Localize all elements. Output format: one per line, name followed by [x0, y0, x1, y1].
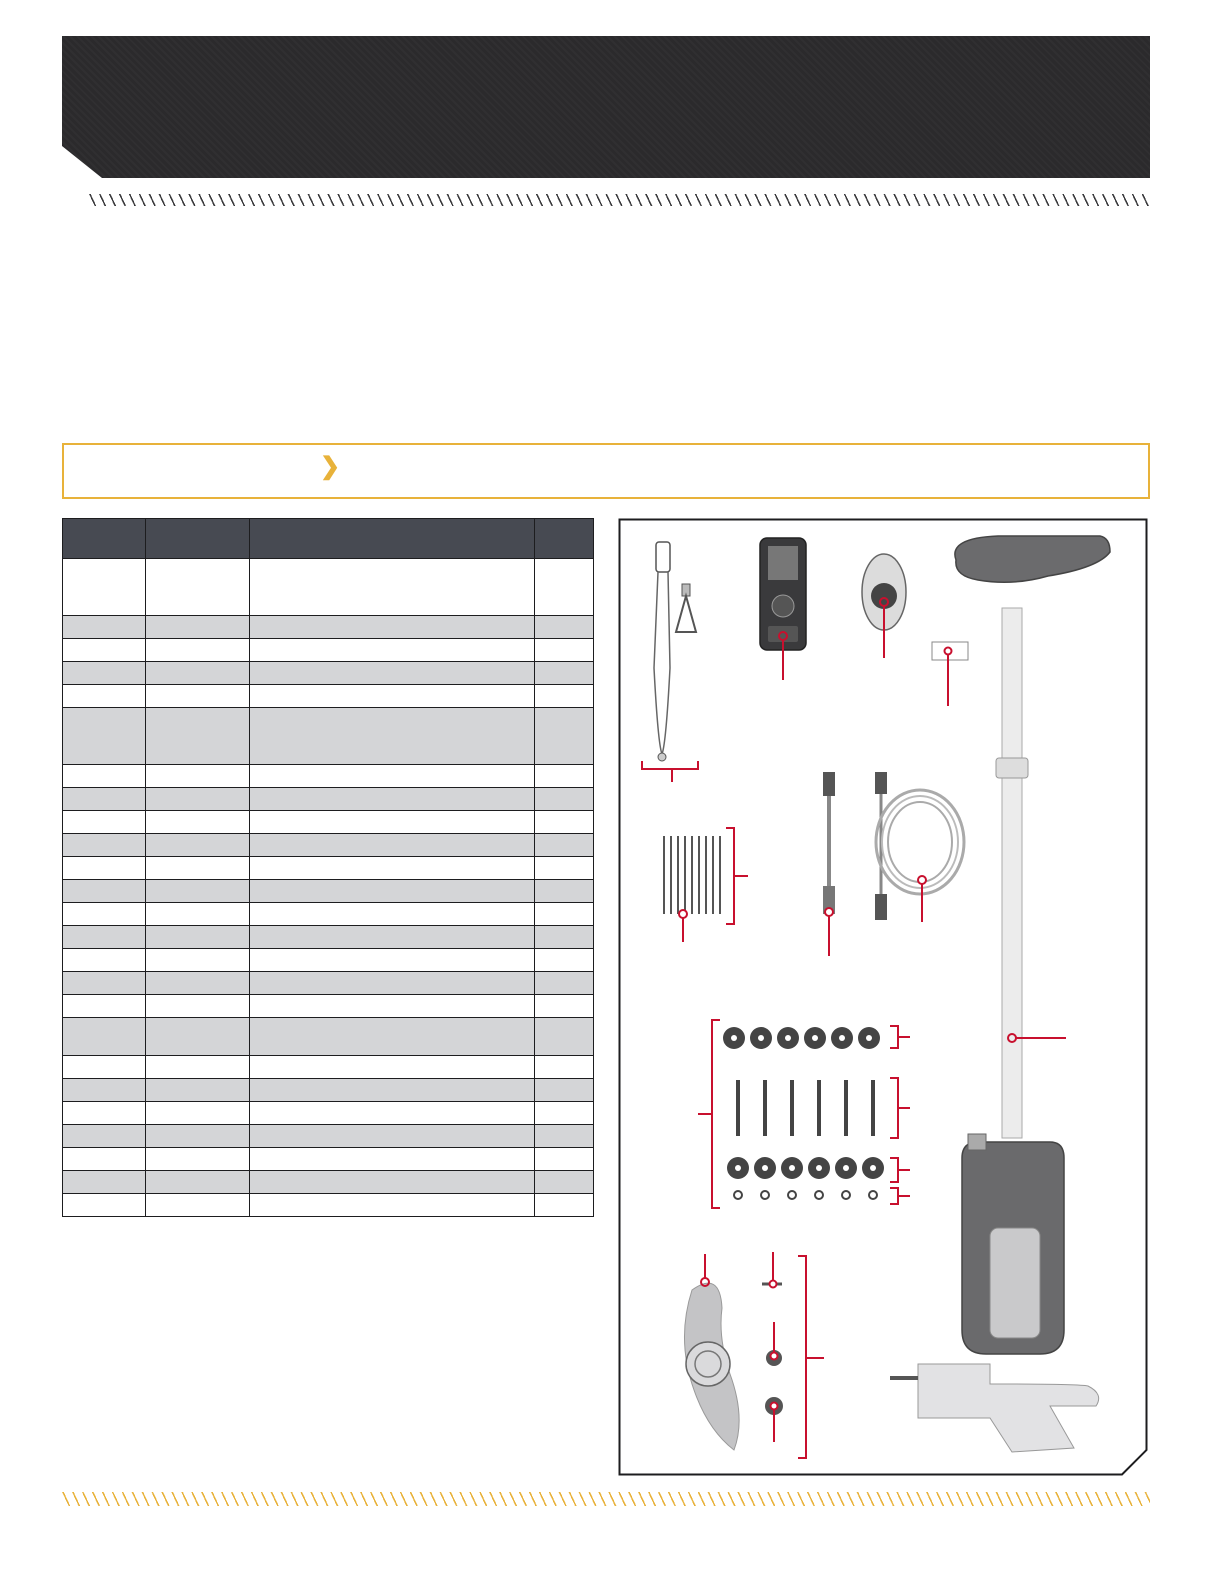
- table-cell: [145, 949, 249, 972]
- table-cell: [535, 880, 594, 903]
- table-cell: [63, 926, 146, 949]
- table-row: [63, 834, 594, 857]
- table-row: [63, 788, 594, 811]
- table-cell: [535, 1102, 594, 1125]
- table-cell: [63, 949, 146, 972]
- table-cell: [249, 1056, 534, 1079]
- table-cell: [535, 903, 594, 926]
- table-cell: [249, 811, 534, 834]
- hatch-divider-top: [88, 194, 1150, 206]
- table-cell: [63, 685, 146, 708]
- table-cell: [145, 662, 249, 685]
- table-cell: [145, 995, 249, 1018]
- table-cell: [249, 685, 534, 708]
- table-cell: [145, 1194, 249, 1217]
- table-cell: [535, 685, 594, 708]
- table-row: [63, 1018, 594, 1056]
- table-cell: [145, 834, 249, 857]
- table-cell: [249, 616, 534, 639]
- table-cell: [63, 1056, 146, 1079]
- table-row: [63, 880, 594, 903]
- table-cell: [249, 1171, 534, 1194]
- table-cell: [63, 639, 146, 662]
- table-cell: [535, 949, 594, 972]
- table-cell: [63, 1194, 146, 1217]
- table-cell: [249, 1125, 534, 1148]
- table-row: [63, 1056, 594, 1079]
- table-cell: [535, 1194, 594, 1217]
- table-cell: [249, 926, 534, 949]
- table-row: [63, 765, 594, 788]
- table-cell: [63, 995, 146, 1018]
- table-cell: [145, 903, 249, 926]
- table-row: [63, 685, 594, 708]
- table-cell: [535, 857, 594, 880]
- table-row: [63, 708, 594, 765]
- table-cell: [63, 616, 146, 639]
- table-row: [63, 1125, 594, 1148]
- table-cell: [249, 995, 534, 1018]
- table-cell: [249, 1102, 534, 1125]
- table-cell: [535, 926, 594, 949]
- column-header: [249, 519, 534, 559]
- table-cell: [63, 662, 146, 685]
- notice-box: [62, 443, 1150, 499]
- table-cell: [535, 1171, 594, 1194]
- table-cell: [63, 1018, 146, 1056]
- table-cell: [63, 788, 146, 811]
- table-cell: [535, 1148, 594, 1171]
- parts-diagram-svg: [618, 518, 1148, 1476]
- table-cell: [249, 708, 534, 765]
- column-header: [145, 519, 249, 559]
- table-cell: [249, 1194, 534, 1217]
- table-cell: [63, 834, 146, 857]
- table-cell: [63, 1125, 146, 1148]
- table-cell: [63, 1171, 146, 1194]
- table-row: [63, 949, 594, 972]
- table-cell: [249, 1148, 534, 1171]
- hatch-divider-bottom: [62, 1492, 1150, 1506]
- table-cell: [249, 559, 534, 616]
- table-cell: [249, 949, 534, 972]
- table-cell: [63, 765, 146, 788]
- table-cell: [249, 880, 534, 903]
- column-header: [535, 519, 594, 559]
- table-cell: [535, 1125, 594, 1148]
- table-cell: [535, 834, 594, 857]
- table-cell: [249, 857, 534, 880]
- table-cell: [145, 1171, 249, 1194]
- table-cell: [249, 639, 534, 662]
- table-cell: [145, 1056, 249, 1079]
- table-row: [63, 1102, 594, 1125]
- table-cell: [535, 972, 594, 995]
- table-cell: [145, 1018, 249, 1056]
- parts-illustration: [618, 518, 1148, 1476]
- table-cell: [63, 903, 146, 926]
- table-cell: [249, 834, 534, 857]
- table-cell: [145, 1125, 249, 1148]
- table-cell: [145, 811, 249, 834]
- table-cell: [145, 616, 249, 639]
- table-cell: [145, 1079, 249, 1102]
- table-cell: [63, 811, 146, 834]
- table-cell: [145, 685, 249, 708]
- table-cell: [535, 639, 594, 662]
- table-header-row: [63, 519, 594, 559]
- table-cell: [535, 559, 594, 616]
- table-cell: [249, 788, 534, 811]
- title-banner: [62, 36, 1150, 178]
- table-row: [63, 857, 594, 880]
- table-cell: [145, 639, 249, 662]
- table-cell: [145, 765, 249, 788]
- table-cell: [63, 708, 146, 765]
- table-row: [63, 1079, 594, 1102]
- table-cell: [145, 708, 249, 765]
- table-cell: [535, 811, 594, 834]
- table-cell: [535, 788, 594, 811]
- table-row: [63, 1148, 594, 1171]
- table-row: [63, 662, 594, 685]
- table-cell: [145, 972, 249, 995]
- table-cell: [535, 662, 594, 685]
- chevron-right-icon: ❯: [320, 453, 341, 480]
- table-cell: [63, 1148, 146, 1171]
- table-row: [63, 926, 594, 949]
- table-cell: [535, 616, 594, 639]
- table-row: [63, 903, 594, 926]
- table-cell: [145, 926, 249, 949]
- table-cell: [145, 880, 249, 903]
- table-cell: [63, 1079, 146, 1102]
- table-row: [63, 616, 594, 639]
- table-cell: [63, 857, 146, 880]
- parts-table: [62, 518, 594, 1217]
- table-cell: [145, 1148, 249, 1171]
- table-cell: [249, 765, 534, 788]
- table-cell: [535, 995, 594, 1018]
- column-header: [63, 519, 146, 559]
- table-cell: [249, 1018, 534, 1056]
- table-row: [63, 1171, 594, 1194]
- table-row: [63, 559, 594, 616]
- table-cell: [145, 1102, 249, 1125]
- table-cell: [535, 1056, 594, 1079]
- table-cell: [63, 880, 146, 903]
- table-cell: [249, 1079, 534, 1102]
- table-cell: [249, 662, 534, 685]
- table-row: [63, 972, 594, 995]
- table-cell: [535, 708, 594, 765]
- table-cell: [63, 1102, 146, 1125]
- table-cell: [63, 559, 146, 616]
- table-cell: [535, 1079, 594, 1102]
- table-row: [63, 1194, 594, 1217]
- table-cell: [249, 903, 534, 926]
- table-cell: [249, 972, 534, 995]
- table-cell: [535, 1018, 594, 1056]
- table-row: [63, 811, 594, 834]
- table-cell: [145, 788, 249, 811]
- table-cell: [145, 857, 249, 880]
- table-cell: [63, 972, 146, 995]
- table-cell: [535, 765, 594, 788]
- table-row: [63, 639, 594, 662]
- table-cell: [145, 559, 249, 616]
- table-row: [63, 995, 594, 1018]
